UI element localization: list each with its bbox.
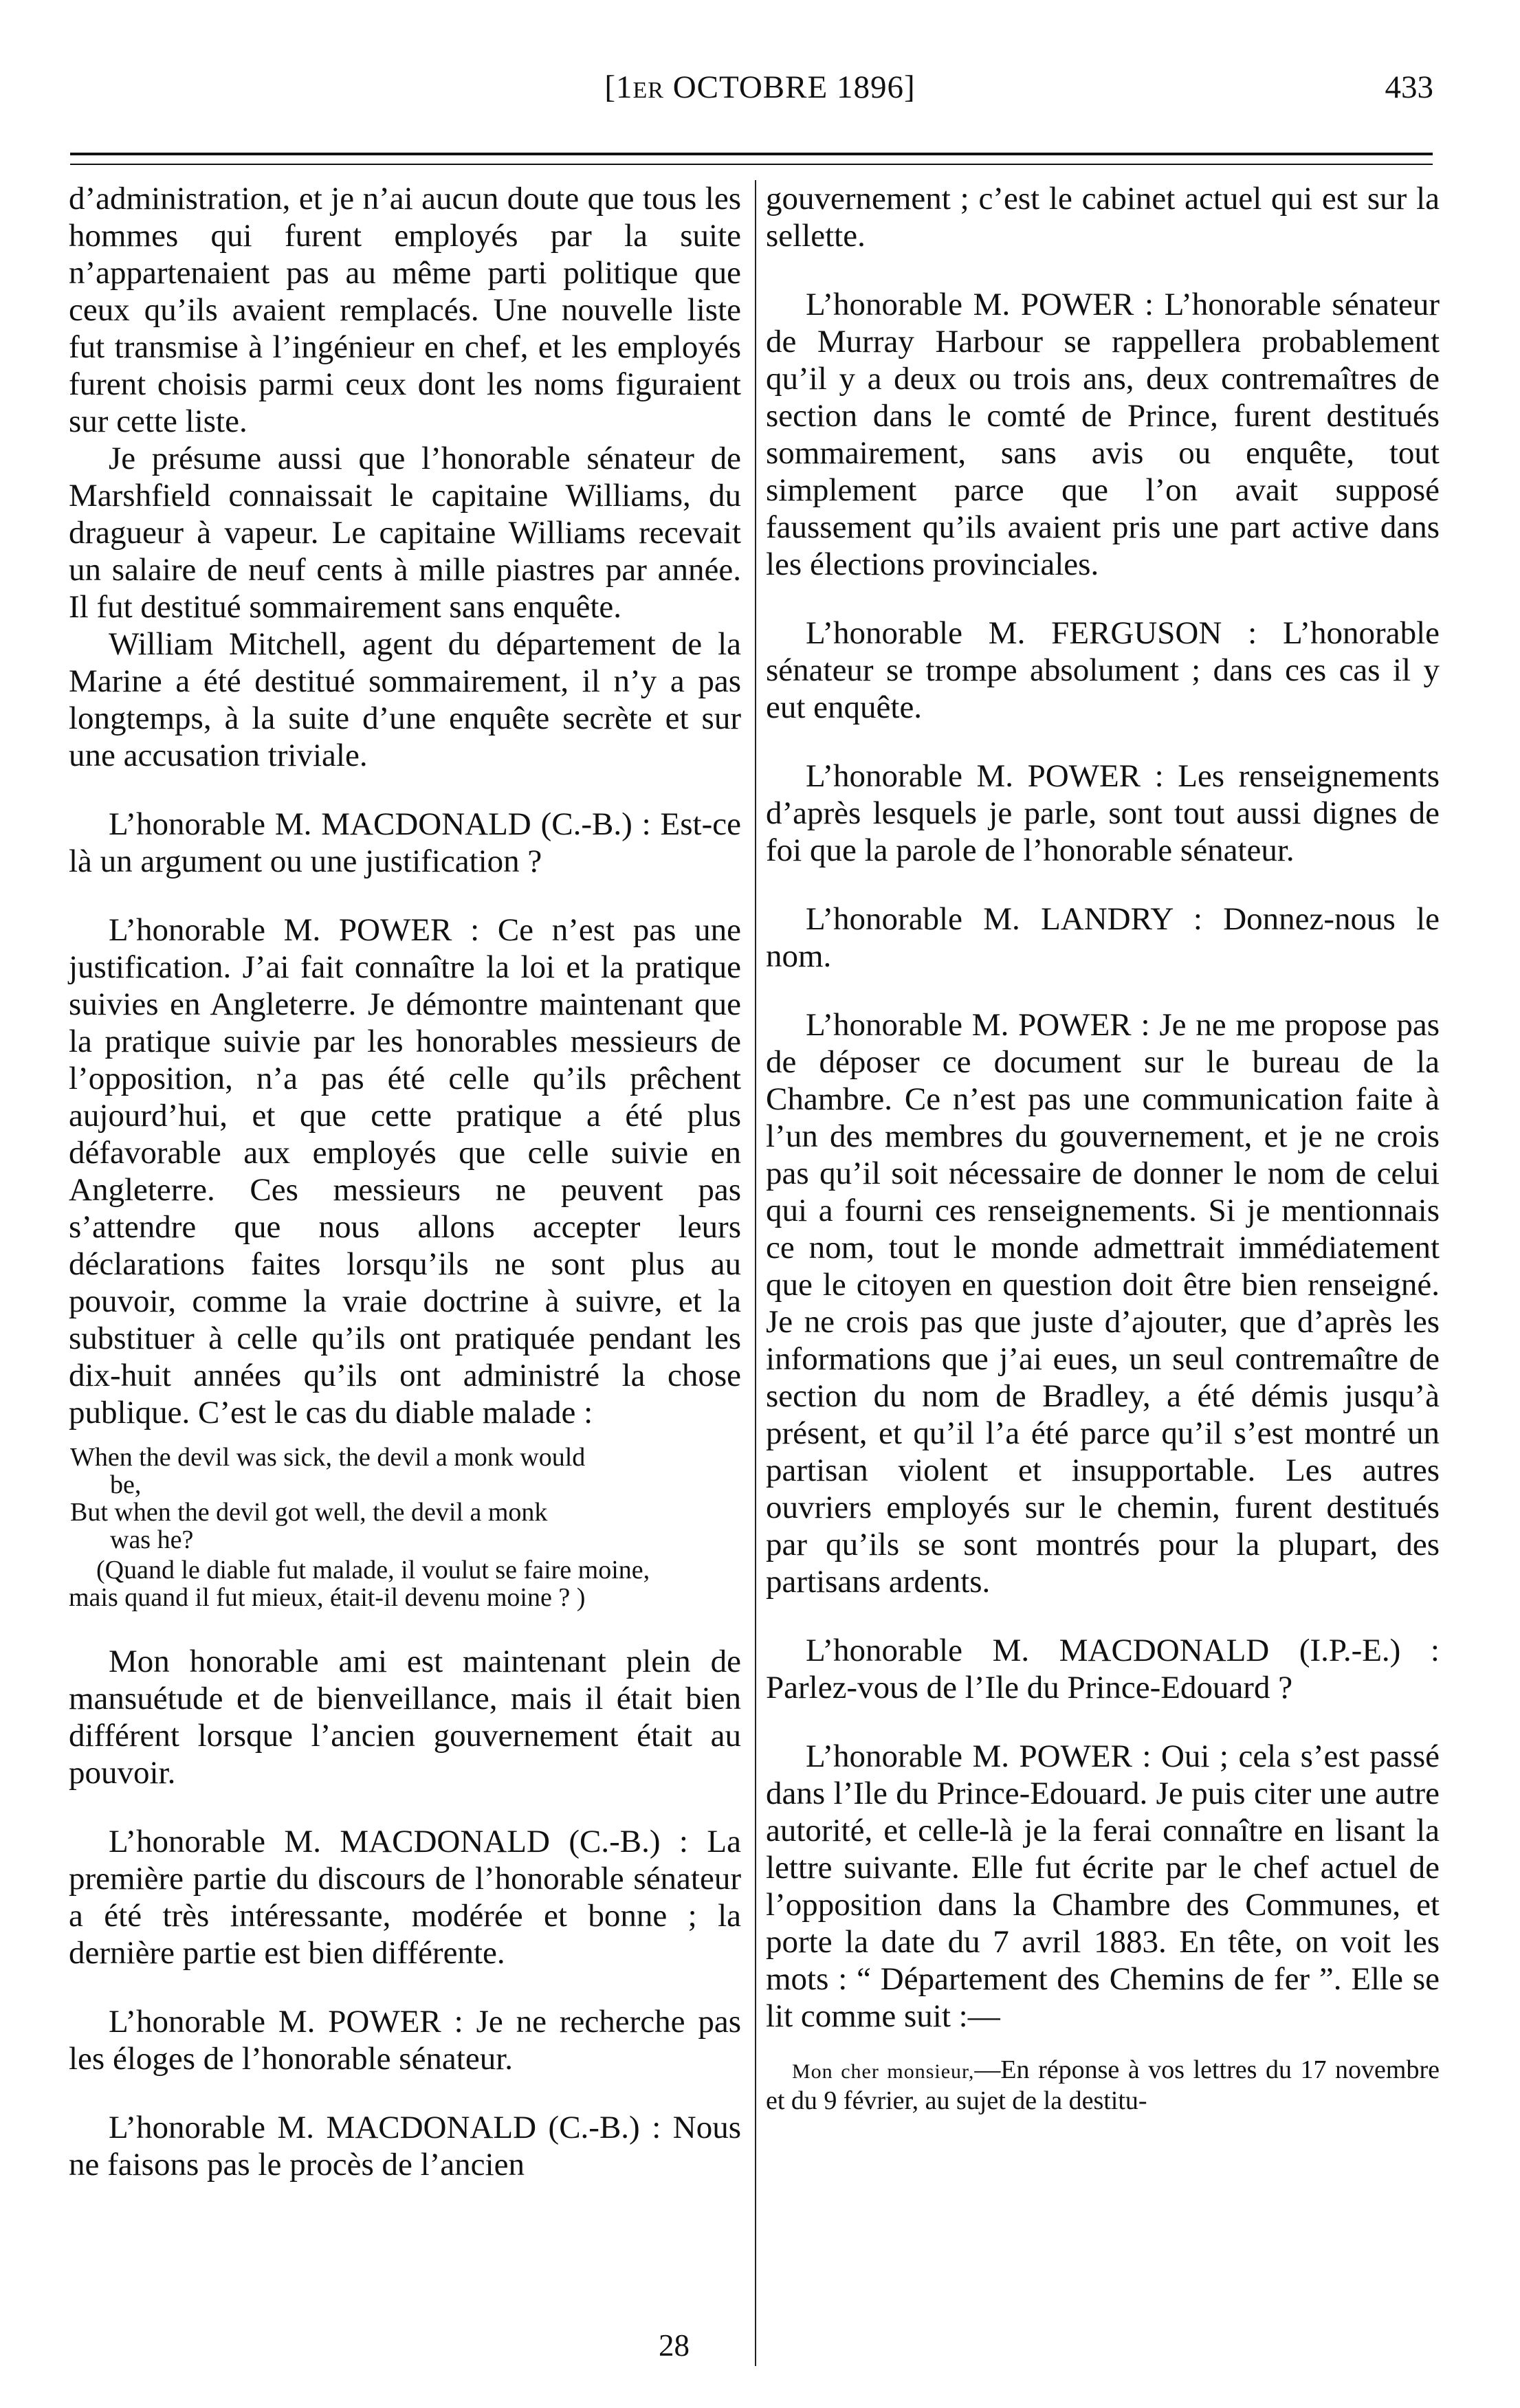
speaker-paragraph: L’honorable M. FERGUSON : L’honorable sénateur se trompe absolument ; dans ces cas il y eut enquête.: [766, 615, 1440, 725]
paragraph: Mon honorable ami est maintenant plein de mansuétude et de bienveillance, mais il était bien différent lorsque l’ancien gouvernement était au pouvoir.: [69, 1644, 741, 1791]
page-number: 433: [1385, 69, 1433, 105]
paragraph: gouvernement ; c’est le cabinet actuel qui est sur la sellette.: [766, 181, 1440, 254]
speaker-paragraph: L’honorable M. POWER : Je ne me propose pas de déposer ce document sur le bureau de la Chambre. Ce n’est pas une communication faite à l’un des membres du gouvernement, et je ne crois pas qu’il soit nécessaire de donner le nom de celui qui a fourni ces renseignements. Si je mentionnais ce nom, tout le monde admettrait immédiatement que le citoyen en question doit être bien renseigné. Je ne crois pas que juste d’ajouter, que d’après les informations que j’ai eues, un seul contremaître de section du nom de Bradley, a été démis jusqu’à présent, et qu’il l’a été parce qu’il s’est montré un partisan violent et insupportable. Les autres ouvriers employés sur le chemin, furent destitués par qu’ils se sont montrés pour la plupart, des partisans ardents.: [766, 1007, 1440, 1600]
speaker-paragraph: L’honorable M. POWER : Les renseignements d’après lesquels je parle, sont tout aussi dignes de foi que la parole de l’honorable sénateur.: [766, 758, 1440, 868]
speaker-paragraph: L’honorable M. MACDONALD (C.-B.) : Nous ne faisons pas le procès de l’ancien: [69, 2110, 741, 2183]
speaker-paragraph: L’honorable M. POWER : Ce n’est pas une justification. J’ai fait connaître la loi et la pratique suivies en Angleterre. Je démontre maintenant que la pratique suivie par les honorables messieurs de l’opposition, n’a pas été celle qu’ils prêchent aujourd’hui, et que cette pratique a été plus défavorable aux employés que celle suivie en Angleterre. Ces messieurs ne peuvent pas s’attendre que nous allons accepter leurs déclarations faites lorsqu’ils ne sont plus au pouvoir, comme la vraie doctrine à suivre, et la substituer à celle qu’ils ont pratiquée pendant les dix-huit années qu’ils ont administré la chose publique. C’est le cas du diable malade :: [69, 912, 741, 1431]
letter-text: —En réponse à vos lettres du 17 novembre et du 9 février, au sujet de la destitu-: [766, 2055, 1440, 2115]
speaker-paragraph: L’honorable M. POWER : Oui ; cela s’est passé dans l’Ile du Prince-Edouard. Je puis citer une autre autorité, et celle-là je la ferai connaître en lisant la lettre suivante. Elle fut écrite par le chef actuel de l’opposition dans la Chambre des Communes, et porte la date du 7 avril 1883. En tête, on voit les mots : “ Département des Chemins de fer ”. Elle se lit comme suit :—: [766, 1738, 1440, 2034]
date-bracket: [: [604, 69, 617, 105]
header-rule-thin: [70, 164, 1433, 165]
date-rest: OCTOBRE 1896]: [663, 69, 916, 105]
paragraph: William Mitchell, agent du département de la Marine a été destitué sommairement, il n’y a pas longtemps, à la suite d’une enquête secrète et sur une accusation triviale.: [69, 626, 741, 773]
verse-line: be,: [110, 1470, 142, 1499]
date-day: 1: [616, 69, 633, 105]
header-date: [0, 69, 1520, 106]
speaker-paragraph: L’honorable M. POWER : L’honorable sénateur de Murray Harbour se rappellera probablement qu’il y a deux ou trois ans, deux contremaîtres de section dans le comté de Prince, furent destitués sommairement, sans avis ou enquête, tout simplement parce que l’on avait supposé faussement qu’ils avaient pris une part active dans les élections provinciales.: [766, 287, 1440, 582]
date-suffix: ER: [632, 78, 664, 103]
signature-mark: 28: [659, 2328, 690, 2363]
speaker-paragraph: L’honorable M. MACDONALD (C.-B.) : La première partie du discours de l’honorable sénateur a été très intéressante, modérée et bonne ; la dernière partie est bien différente.: [69, 1824, 741, 1971]
paragraph: Je présume aussi que l’honorable sénateur de Marshfield connaissait le capitaine Williams, du dragueur à vapeur. Le capitaine Williams recevait un salaire de neuf cents à mille piastres par année. Il fut destitué sommairement sans enquête.: [69, 441, 741, 625]
speaker-paragraph: L’honorable M. POWER : Je ne recherche pas les éloges de l’honorable sénateur.: [69, 2004, 741, 2077]
letter-salutation: Mon cher monsieur,: [792, 2060, 975, 2083]
speaker-paragraph: L’honorable M. MACDONALD (I.P.-E.) : Parlez-vous de l’Ile du Prince-Edouard ?: [766, 1633, 1440, 1705]
speaker-paragraph: L’honorable M. LANDRY : Donnez-nous le nom.: [766, 901, 1440, 974]
page-header: [0, 69, 1520, 117]
verse-line: But when the devil got well, the devil a monk: [70, 1498, 548, 1527]
quoted-verse: [69, 1444, 741, 1611]
verse-line: When the devil was sick, the devil a monk would: [70, 1443, 586, 1472]
speaker-paragraph: L’honorable M. MACDONALD (C.-B.) : Est-ce là un argument ou une justification ?: [69, 806, 741, 879]
verse-translation: mais quand il fut mieux, était-il devenu moine ? ): [69, 1583, 586, 1612]
letter-excerpt: [766, 2055, 1440, 2115]
verse-translation: (Quand le diable fut malade, il voulut se faire moine,: [96, 1556, 650, 1584]
left-column: [69, 180, 741, 2183]
column-divider: [755, 180, 756, 2366]
paragraph: d’administration, et je n’ai aucun doute que tous les hommes qui furent employés par la suite n’appartenaient pas au même parti politique que ceux qu’ils avaient remplacés. Une nouvelle liste fut transmise à l’ingénieur en chef, et les employés furent choisis parmi ceux dont les noms figuraient sur cette liste.: [69, 181, 741, 439]
header-rule-thick: [70, 153, 1433, 155]
verse-line: was he?: [110, 1525, 194, 1554]
right-column: [766, 180, 1440, 2115]
